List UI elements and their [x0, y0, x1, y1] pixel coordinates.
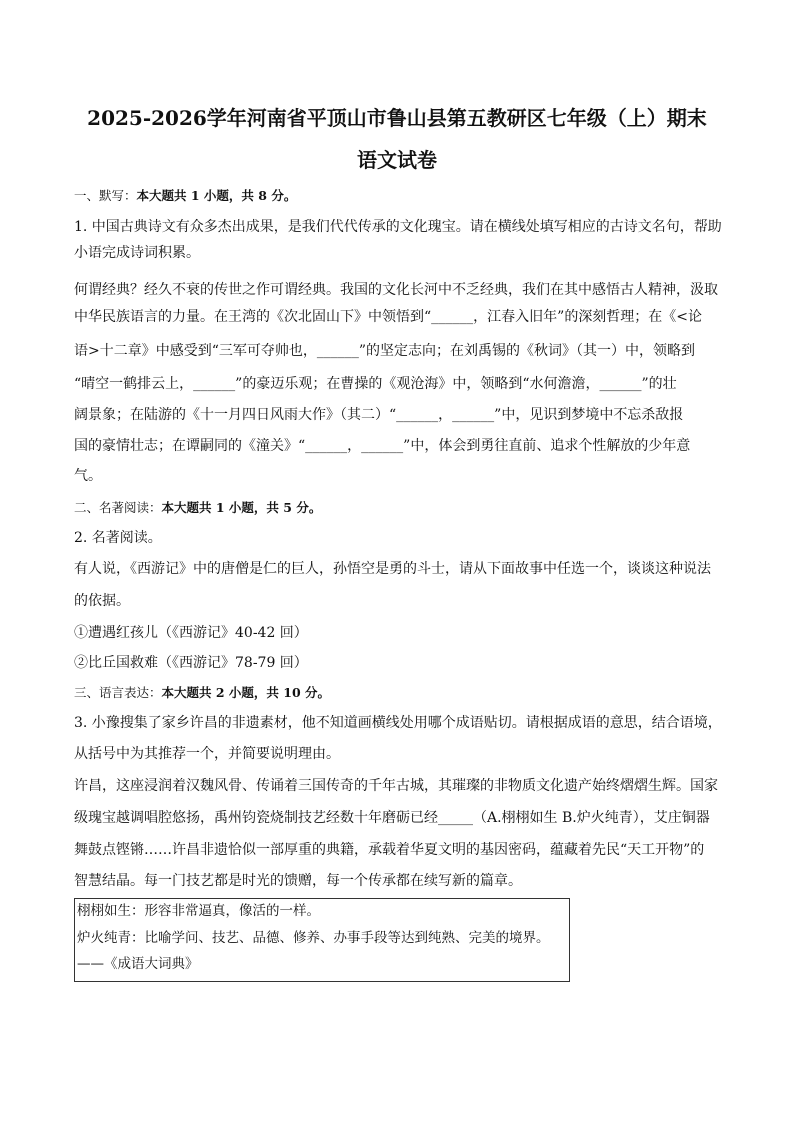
section3-prefix: 三、语言表达： [74, 685, 162, 700]
section2-detail: 本大题共 1 小题，共 5 分。 [161, 500, 322, 515]
section3-detail: 本大题共 2 小题，共 10 分。 [161, 685, 331, 700]
q2-option: ①遭遇红孩儿（《西游记》40-42 回） [74, 625, 308, 641]
q2-option: ②比丘国救难（《西游记》78-79 回） [74, 655, 308, 671]
section2-prefix: 二、名著阅读： [74, 500, 162, 515]
q1-line: 国的豪情壮志；在谭嗣同的《潼关》“______，______”中，体会到勇往直前、追求个性解放的少年意 [74, 438, 691, 454]
q2-line: 的依据。 [74, 593, 130, 609]
q3-line: 许昌，这座浸润着汉魏风骨、传诵着三国传奇的千年古城，其璀璨的非物质文化遗产始终熠熠生辉。国家 [74, 778, 718, 794]
section1-header [74, 186, 724, 206]
q1-line: 小语完成诗词积累。 [74, 245, 200, 261]
exam-title-line1: 2025-2026学年河南省平顶山市鲁山县第五教研区七年级（上）期末 [87, 106, 707, 130]
q1-line: 语>十二章》中感受到“三军可夺帅也，______”的坚定志向；在刘禹锡的《秋词》（其一）中，领略到 [74, 343, 696, 359]
q3-line: 3. 小豫搜集了家乡许昌的非遗素材，他不知道画横线处用哪个成语贴切。请根据成语的意思，结合语境， [74, 715, 722, 731]
q1-line: 气。 [74, 468, 102, 484]
q1-line: “晴空一鹤排云上，______”的豪迈乐观；在曹操的《观沧海》中，领略到“水何澹澹，______”的壮 [74, 376, 677, 392]
exam-title-line2: 语文试卷 [357, 148, 437, 172]
section1-detail: 本大题共 1 小题，共 8 分。 [136, 188, 297, 203]
q1-line: 阔景象；在陆游的《十一月四日风雨大作》（其二）“______，______”中，见识到梦境中不忘杀敌报 [74, 407, 684, 423]
q3-line: 智慧结晶。每一门技艺都是时光的馈赠，每一个传承都在续写新的篇章。 [74, 873, 522, 889]
q1-line: 何谓经典？经久不衰的传世之作可谓经典。我国的文化长河中不乏经典，我们在其中感悟古人精神，汲取 [74, 282, 718, 298]
idiom-definition-box [74, 898, 570, 982]
q2-line: 2. 名著阅读。 [74, 530, 162, 546]
section2-header [74, 498, 724, 518]
q3-line: 从括号中为其推荐一个，并简要说明理由。 [74, 746, 340, 762]
definition-line: 栩栩如生：形容非常逼真，像活的一样。 [77, 903, 320, 919]
q1-line: 1. 中国古典诗文有众多杰出成果，是我们代代传承的文化瑰宝。请在横线处填写相应的古诗文名句，帮助 [74, 219, 722, 235]
q3-line: 舞鼓点铿锵……许昌非遗恰似一部厚重的典籍，承载着华夏文明的基因密码，蕴藏着先民“天工开物”的 [74, 842, 705, 858]
q1-line: 中华民族语言的力量。在王湾的《次北固山下》中领悟到“______，江春入旧年”的深刻哲理；在《<论 [74, 309, 703, 325]
q2-line: 有人说，《西游记》中的唐僧是仁的巨人，孙悟空是勇的斗士，请从下面故事中任选一个，谈谈这种说法 [74, 561, 711, 577]
q3-line: 级瑰宝越调唱腔悠扬，禹州钧瓷烧制技艺经数十年磨砺已经_____（A.栩栩如生 B.炉火纯青），艾庄铜器 [74, 810, 710, 826]
section3-header [74, 683, 724, 703]
definition-source: ——《成语大词典》 [77, 956, 199, 972]
section1-prefix: 一、默写： [74, 188, 137, 203]
definition-line: 炉火纯青：比喻学问、技艺、品德、修养、办事手段等达到纯熟、完美的境界。 [77, 930, 550, 946]
